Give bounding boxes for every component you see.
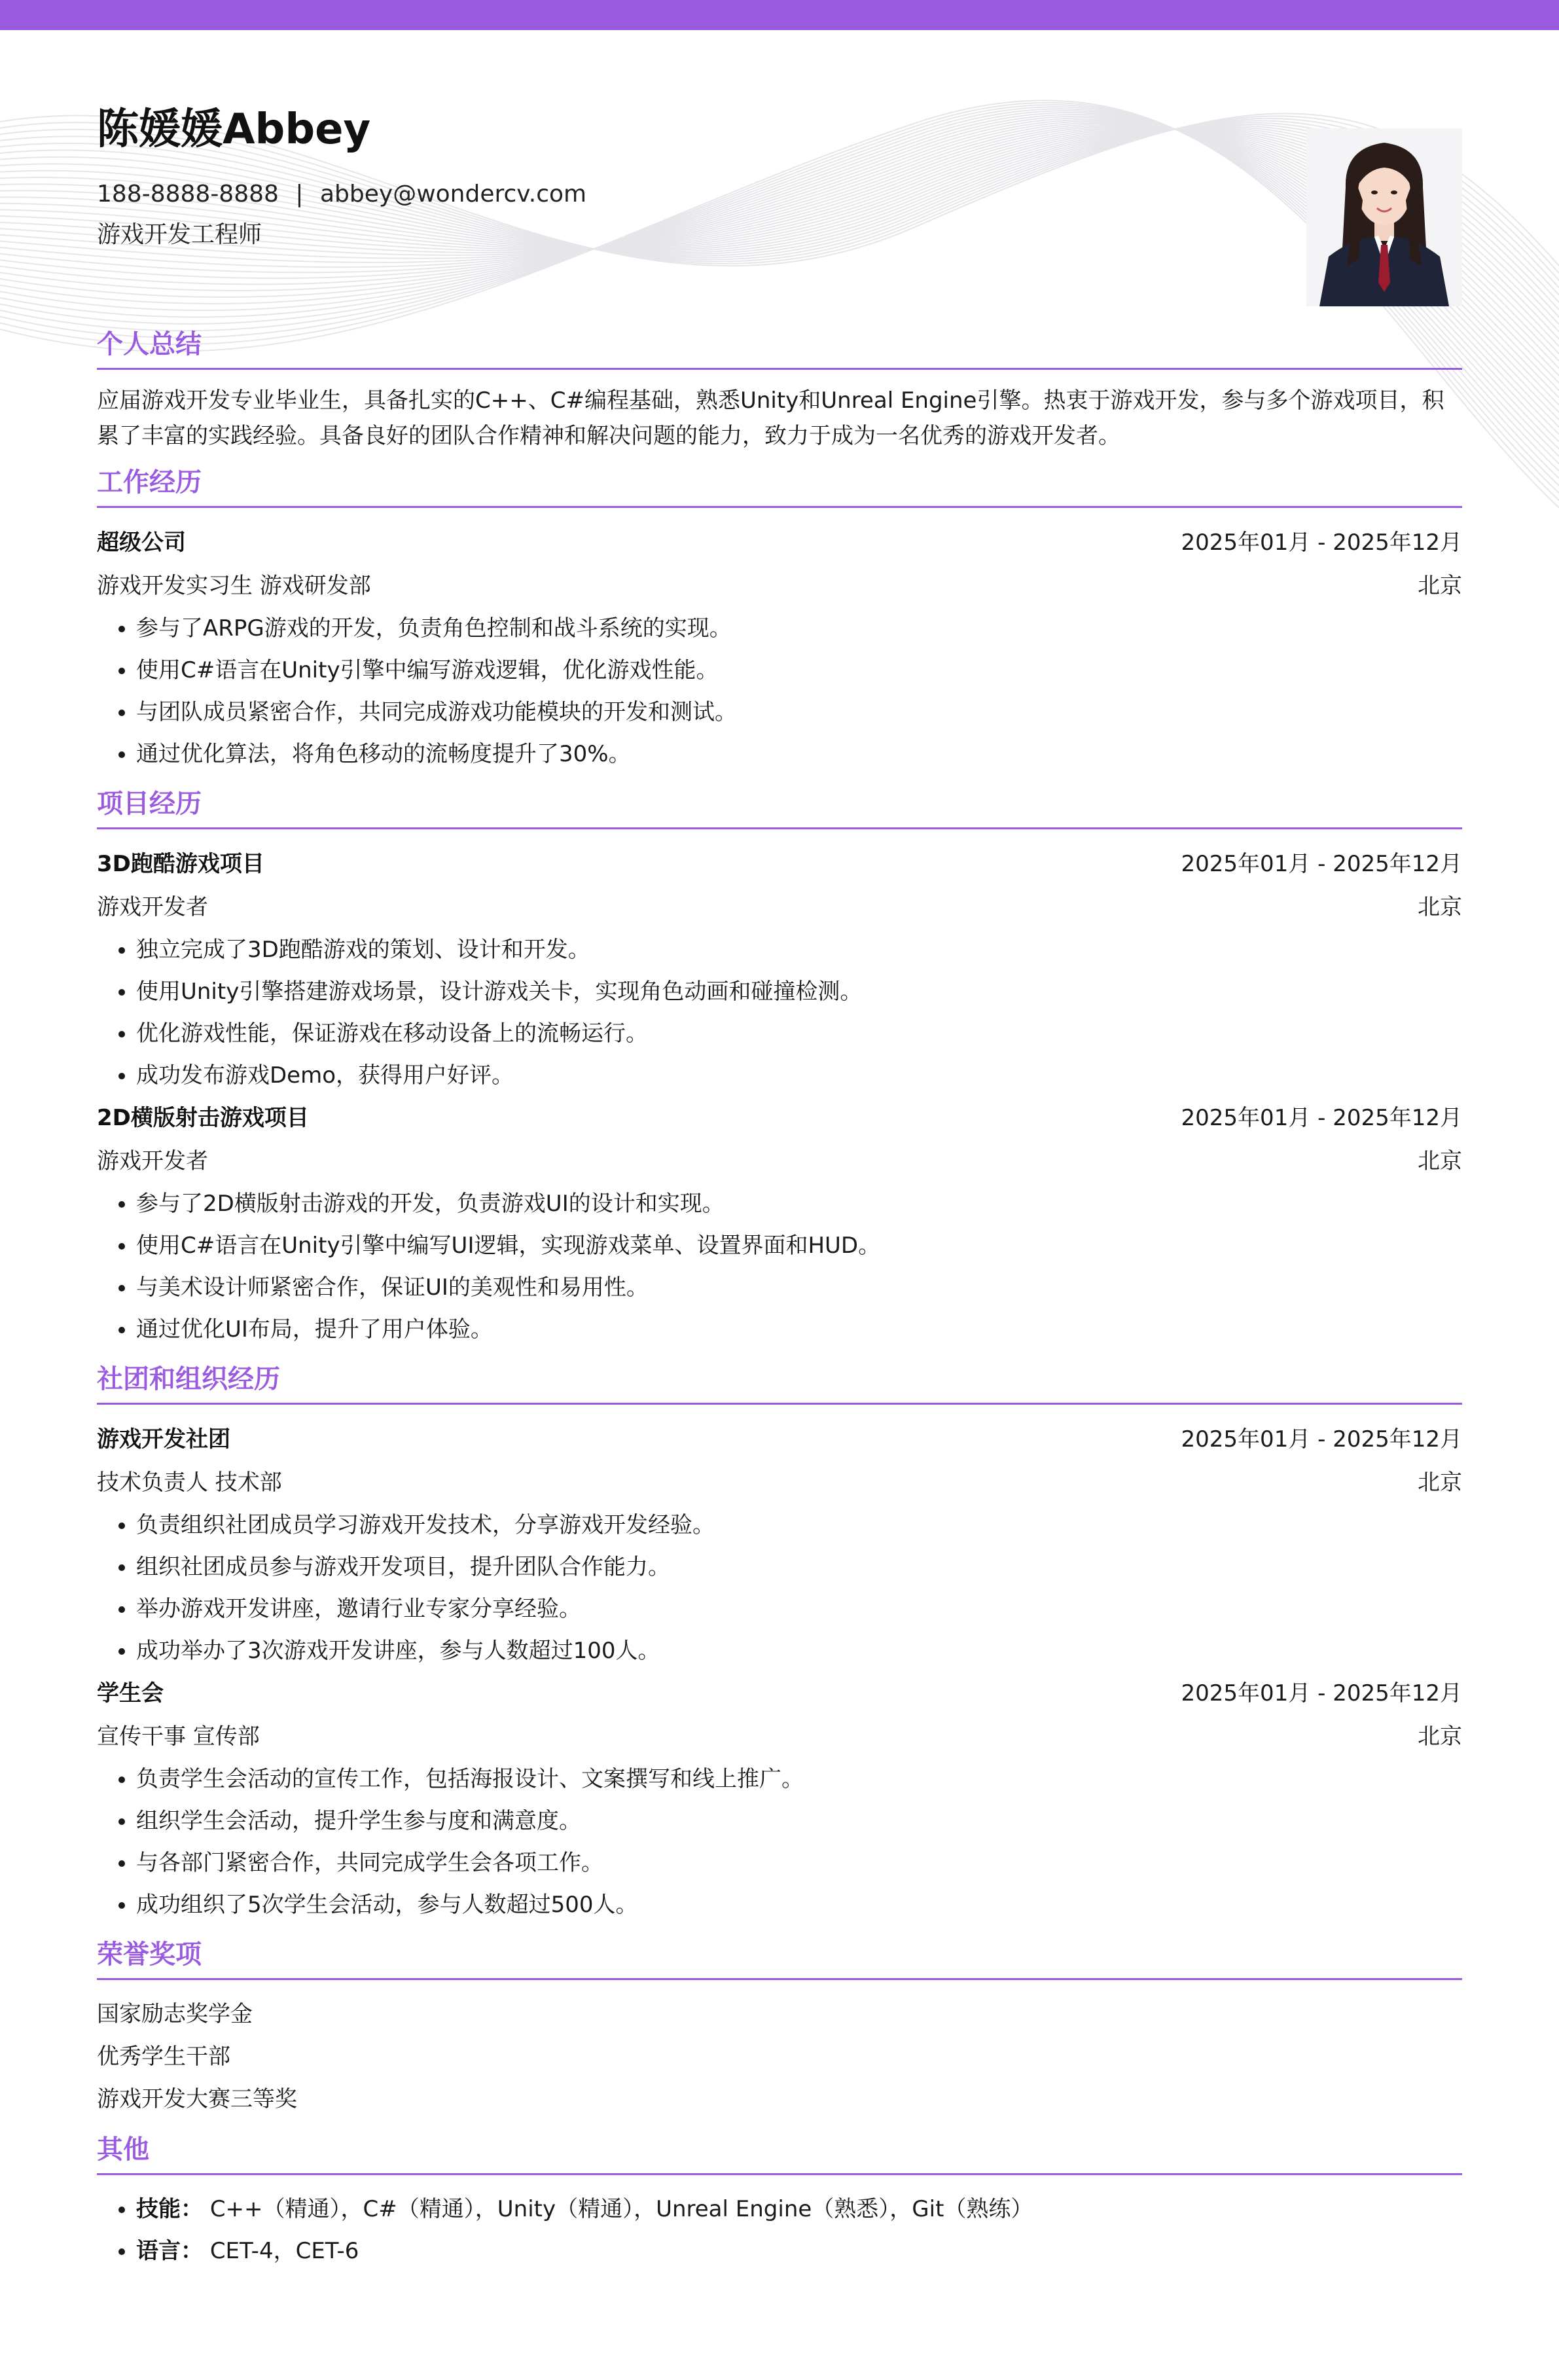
bullet-item: • 组织社团成员参与游戏开发项目，提升团队合作能力。 xyxy=(136,1546,1462,1588)
bullet-item: • 成功组织了5次学生会活动，参与人数超过500人。 xyxy=(136,1884,1462,1926)
entry-organization: 游戏开发社团 xyxy=(97,1426,230,1452)
organizations-section xyxy=(97,1362,1462,1926)
bullet-item: • 优化游戏性能，保证游戏在移动设备上的流畅运行。 xyxy=(136,1013,1462,1055)
entry-location: 北京 xyxy=(1418,1723,1462,1750)
entry-organization: 超级公司 xyxy=(97,530,186,556)
entry-location: 北京 xyxy=(1418,1469,1462,1496)
entry-subheader-row xyxy=(97,564,1462,607)
entry-bullets xyxy=(97,1504,1462,1672)
bullet-item: • 与美术设计师紧密合作，保证UI的美观性和易用性。 xyxy=(136,1267,1462,1308)
entry-date-range: 2025年01月 - 2025年12月 xyxy=(1181,1680,1462,1706)
bullet-item: • 成功发布游戏Demo，获得用户好评。 xyxy=(136,1055,1462,1096)
organization-entry xyxy=(97,1672,1462,1926)
entry-role: 游戏开发者 xyxy=(97,894,208,920)
entry-date-range: 2025年01月 - 2025年12月 xyxy=(1181,530,1462,556)
email-address: abbey@wondercv.com xyxy=(319,180,587,207)
section-title-awards: 荣誉奖项 xyxy=(97,1938,1462,1980)
phone-number: 188-8888-8888 xyxy=(97,180,279,207)
summary-text: 应届游戏开发专业毕业生，具备扎实的C++、C#编程基础，熟悉Unity和Unreal Engine引擎。热衷于游戏开发，参与多个游戏项目，积累了丰富的实践经验。具备良好的团队合作精神和解决问题的能力，致力于成为一名优秀的游戏开发者。 xyxy=(97,388,1444,449)
bullet-item: • 通过优化算法，将角色移动的流畅度提升了30%。 xyxy=(136,733,1462,775)
top-accent-bar xyxy=(0,0,1559,30)
awards-section xyxy=(97,1938,1462,2121)
other-bullets xyxy=(97,2188,1462,2272)
candidate-name: 陈媛媛Abbey xyxy=(97,105,371,154)
skills-item xyxy=(136,2188,1462,2230)
project-entry xyxy=(97,1096,1462,1350)
award-item: 优秀学生干部 xyxy=(97,2044,230,2070)
section-title-summary: 个人总结 xyxy=(97,327,1462,370)
section-title-organizations: 社团和组织经历 xyxy=(97,1362,1462,1405)
bullet-item: • 独立完成了3D跑酷游戏的策划、设计和开发。 xyxy=(136,929,1462,971)
bullet-item: • 组织学生会活动，提升学生参与度和满意度。 xyxy=(136,1800,1462,1842)
entry-organization: 3D跑酷游戏项目 xyxy=(97,851,264,877)
entry-date-range: 2025年01月 - 2025年12月 xyxy=(1181,1105,1462,1131)
entry-subheader-row xyxy=(97,1461,1462,1504)
award-item: 游戏开发大赛三等奖 xyxy=(97,2086,297,2112)
bullet-item: • 参与了ARPG游戏的开发，负责角色控制和战斗系统的实现。 xyxy=(136,607,1462,649)
entry-location: 北京 xyxy=(1418,573,1462,599)
bullet-item: • 通过优化UI布局，提升了用户体验。 xyxy=(136,1308,1462,1350)
entry-date-range: 2025年01月 - 2025年12月 xyxy=(1181,1426,1462,1452)
entry-bullets xyxy=(97,1183,1462,1350)
bullet-item: • 与团队成员紧密合作，共同完成游戏功能模块的开发和测试。 xyxy=(136,691,1462,733)
entry-header-row xyxy=(97,1418,1462,1461)
entry-subheader-row xyxy=(97,886,1462,929)
resume-header xyxy=(97,105,1210,251)
entry-bullets xyxy=(97,1758,1462,1926)
entry-header-row xyxy=(97,1096,1462,1140)
entry-header-row xyxy=(97,521,1462,564)
entry-role: 游戏开发实习生 游戏研发部 xyxy=(97,573,371,599)
entry-header-row xyxy=(97,842,1462,886)
entry-bullets xyxy=(97,607,1462,775)
job-title: 游戏开发工程师 xyxy=(97,221,262,248)
bullet-item: • 成功举办了3次游戏开发讲座，参与人数超过100人。 xyxy=(136,1630,1462,1672)
section-title-work: 工作经历 xyxy=(97,465,1462,508)
languages-value: CET-4，CET-6 xyxy=(209,2238,359,2264)
bullet-item: • 与各部门紧密合作，共同完成学生会各项工作。 xyxy=(136,1842,1462,1884)
entry-date-range: 2025年01月 - 2025年12月 xyxy=(1181,851,1462,877)
bullet-item: • 使用C#语言在Unity引擎中编写UI逻辑，实现游戏菜单、设置界面和HUD。 xyxy=(136,1225,1462,1267)
bullet-item: • 使用Unity引擎搭建游戏场景，设计游戏关卡，实现角色动画和碰撞检测。 xyxy=(136,971,1462,1013)
skills-label: 技能： xyxy=(136,2196,203,2222)
entry-subheader-row xyxy=(97,1715,1462,1758)
award-item: 国家励志奖学金 xyxy=(97,2001,253,2027)
work-entry xyxy=(97,521,1462,775)
entry-organization: 2D横版射击游戏项目 xyxy=(97,1105,309,1131)
languages-item xyxy=(136,2230,1462,2272)
bullet-item: • 参与了2D横版射击游戏的开发，负责游戏UI的设计和实现。 xyxy=(136,1183,1462,1225)
entry-role: 宣传干事 宣传部 xyxy=(97,1723,260,1750)
languages-label: 语言： xyxy=(136,2238,203,2264)
summary-section xyxy=(97,327,1462,454)
section-title-other: 其他 xyxy=(97,2133,1462,2175)
skills-value: C++（精通），C#（精通），Unity（精通），Unreal Engine（熟悉），Git（熟练） xyxy=(209,2196,1033,2222)
profile-photo xyxy=(1306,128,1462,306)
other-section xyxy=(97,2133,1462,2272)
section-title-projects: 项目经历 xyxy=(97,787,1462,829)
bullet-item: • 负责学生会活动的宣传工作，包括海报设计、文案撰写和线上推广。 xyxy=(136,1758,1462,1800)
bullet-item: • 负责组织社团成员学习游戏开发技术，分享游戏开发经验。 xyxy=(136,1504,1462,1546)
work-section xyxy=(97,465,1462,775)
project-entry xyxy=(97,842,1462,1096)
entry-subheader-row xyxy=(97,1140,1462,1183)
entry-location: 北京 xyxy=(1418,894,1462,920)
bullet-item: • 举办游戏开发讲座，邀请行业专家分享经验。 xyxy=(136,1588,1462,1630)
entry-bullets xyxy=(97,929,1462,1096)
projects-section xyxy=(97,787,1462,1350)
portrait-illustration xyxy=(1306,128,1462,306)
entry-organization: 学生会 xyxy=(97,1680,164,1706)
resume-content xyxy=(97,327,1462,2284)
entry-role: 游戏开发者 xyxy=(97,1148,208,1174)
contact-line xyxy=(97,180,1210,208)
entry-header-row xyxy=(97,1672,1462,1715)
organization-entry xyxy=(97,1418,1462,1672)
contact-separator: | xyxy=(295,180,304,207)
entry-location: 北京 xyxy=(1418,1148,1462,1174)
bullet-item: • 使用C#语言在Unity引擎中编写游戏逻辑，优化游戏性能。 xyxy=(136,649,1462,691)
entry-role: 技术负责人 技术部 xyxy=(97,1469,282,1496)
